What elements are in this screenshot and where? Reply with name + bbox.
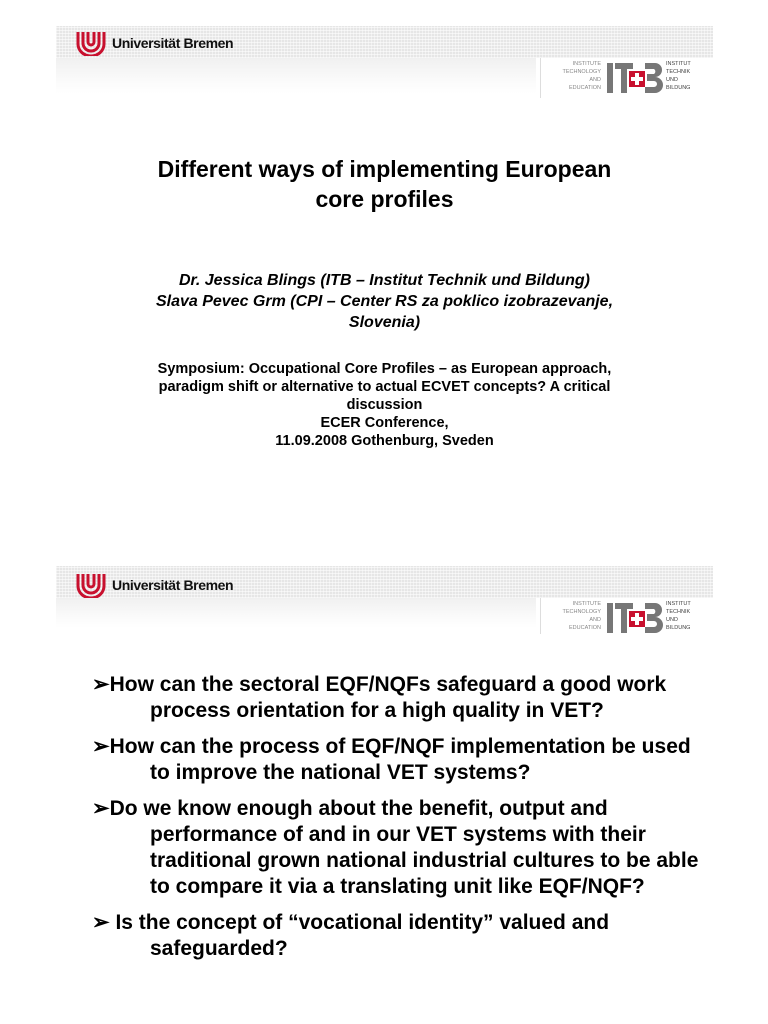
itb-english-name: INSTITUTE TECHNOLOGY AND EDUCATION bbox=[562, 601, 601, 631]
university-name: Universität Bremen bbox=[112, 577, 234, 593]
arrow-bullet-icon: ➢ bbox=[92, 797, 110, 820]
question-item: ➢ Is the concept of “vocational identity” valued and safeguarded? bbox=[92, 911, 610, 960]
question-item: ➢Do we know enough about the benefit, output and performance of and in our VET systems with their traditional grown national industrial cultures to be able to compare it via a translating unit like EQF/NQF? bbox=[92, 797, 699, 898]
itb-logo bbox=[540, 58, 714, 98]
university-seal-icon bbox=[76, 572, 106, 598]
university-seal-icon bbox=[76, 30, 106, 56]
university-logo bbox=[76, 572, 233, 598]
university-logo bbox=[76, 30, 233, 56]
arrow-bullet-icon: ➢ bbox=[92, 735, 110, 758]
itb-mark-icon bbox=[605, 61, 663, 95]
itb-german-name: INSTITUT TECHNIK UND BILDUNG bbox=[666, 61, 691, 91]
university-name: Universität Bremen bbox=[112, 35, 234, 51]
itb-logo bbox=[540, 598, 714, 634]
title-slide bbox=[56, 0, 713, 520]
symposium-info: Symposium: Occupational Core Profiles – as European approach, paradigm shift or alternative to actual ECVET concepts? A critical discussion ECER Conference, 11.09.2008 Gothenburg, Sveden bbox=[56, 360, 713, 450]
itb-german-name: INSTITUT TECHNIK UND BILDUNG bbox=[666, 601, 691, 631]
question-item: ➢How can the process of EQF/NQF implementation be used to improve the national VET systems? bbox=[92, 735, 691, 784]
header-shade bbox=[56, 58, 536, 94]
presentation-title: Different ways of implementing European core profiles bbox=[157, 156, 612, 212]
conference-name: ECER Conference, bbox=[320, 415, 449, 431]
authors: Dr. Jessica Blings (ITB – Institut Technik und Bildung) Slava Pevec Grm (CPI – Center RS za poklico izobrazevanje, Slovenia) bbox=[155, 272, 614, 331]
itb-english-name: INSTITUTE TECHNOLOGY AND EDUCATION bbox=[562, 61, 601, 91]
arrow-bullet-icon: ➢ bbox=[92, 673, 110, 696]
question-list bbox=[92, 672, 712, 972]
itb-mark-icon bbox=[605, 601, 663, 635]
arrow-bullet-icon: ➢ bbox=[92, 911, 110, 934]
conference-date-place: 11.09.2008 Gothenburg, Sveden bbox=[275, 433, 494, 449]
questions-slide bbox=[56, 566, 713, 1024]
question-item: ➢How can the sectoral EQF/NQFs safeguard a good work process orientation for a high quality in VET? bbox=[92, 673, 667, 722]
header-shade bbox=[56, 598, 536, 628]
